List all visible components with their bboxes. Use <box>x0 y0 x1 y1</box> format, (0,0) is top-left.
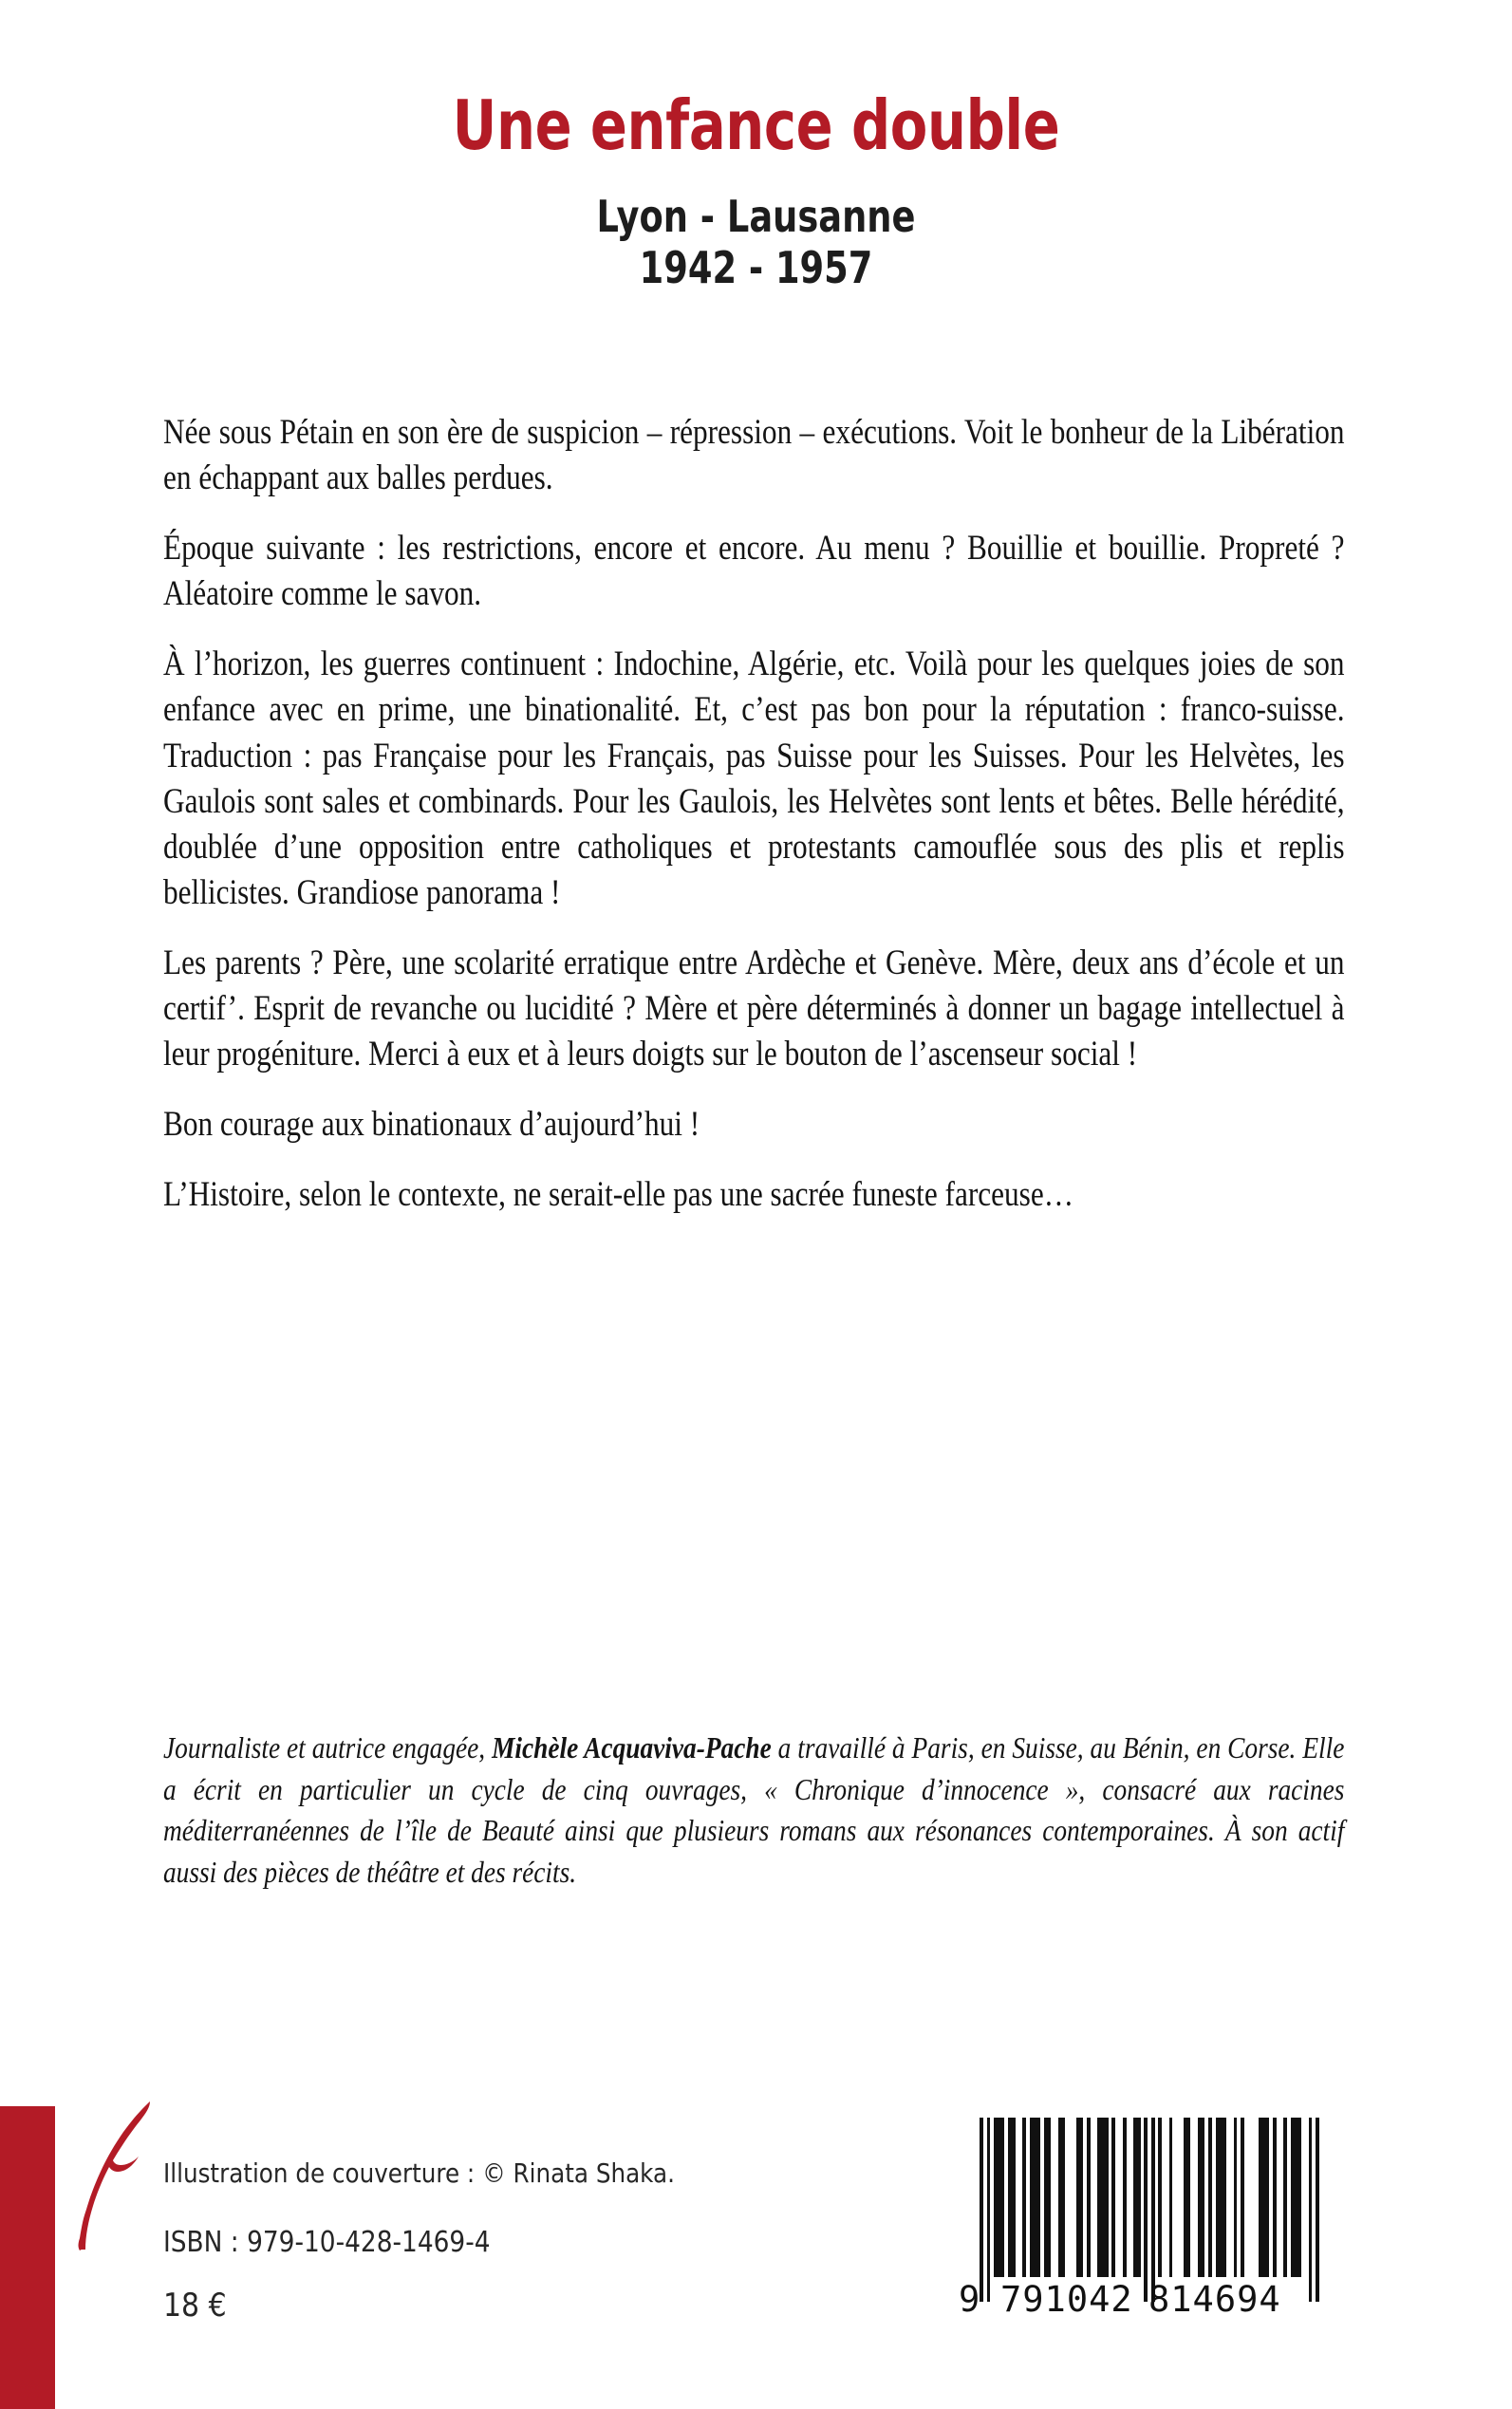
barcode-bar <box>994 2118 1004 2277</box>
blurb-paragraph: Époque suivante : les restrictions, encore et encore. Au menu ? Bouillie et bouillie. Propreté ? Aléatoire comme le savon. <box>163 529 1345 614</box>
barcode-bar <box>1316 2118 1319 2302</box>
brand-red-bar <box>0 2106 55 2409</box>
subtitle-years: 1942 - 1957 <box>639 241 873 293</box>
barcode-bar <box>1076 2118 1084 2277</box>
blurb-text <box>163 410 1345 1218</box>
barcode-bar <box>1208 2118 1212 2277</box>
price-text: 18 € <box>163 2287 227 2325</box>
barcode-bar <box>1044 2118 1052 2277</box>
bio-lead-text: Journaliste et autrice engagée, <box>163 1730 493 1765</box>
bio-rest-text: a travaillé à Paris, en Suisse, au Bénin, en Corse. Elle a écrit en particulier un cycle de cinq ouvrages, « Chronique d’innocence », consacré aux racines méditerranéennes de l’île de Beauté ainsi que plusieurs romans aux résonances contemporaines. À son actif aussi des pièces de théâtre et des récits. <box>163 1730 1345 1889</box>
footer-meta <box>163 2157 744 2325</box>
blurb-paragraph: Les parents ? Père, une scolarité erratique entre Ardèche et Genève. Mère, deux ans d’école et un certif’. Esprit de revanche ou lucidité ? Mère et père déterminés à donner un bagage intellectuel à leur progéniture. Merci à eux et à leurs doigts sur le bouton de l’ascenseur social ! <box>163 943 1345 1074</box>
barcode-bar <box>1198 2118 1205 2277</box>
barcode-bar <box>1008 2118 1016 2277</box>
barcode-bar <box>1283 2118 1287 2277</box>
ean13-barcode <box>959 2118 1338 2364</box>
feather-quill-icon <box>66 2096 158 2257</box>
barcode-bar <box>1216 2118 1226 2277</box>
isbn-text: ISBN : 979-10-428-1469-4 <box>163 2226 491 2259</box>
barcode-bar <box>1111 2118 1115 2277</box>
subtitle-places: Lyon - Lausanne <box>596 191 916 242</box>
blurb-paragraph: L’Histoire, selon le contexte, ne serait-elle pas une sacrée funeste farceuse… <box>163 1175 1073 1215</box>
barcode-bar <box>1133 2118 1141 2277</box>
barcode-bar <box>1291 2118 1301 2277</box>
barcode-bar <box>1234 2118 1238 2277</box>
blurb-paragraph: Bon courage aux binationaux d’aujourd’hui ! <box>163 1105 700 1145</box>
barcode-bar <box>1273 2118 1277 2277</box>
barcode-digit-group-left: 9 <box>959 2279 981 2320</box>
barcode-bar <box>1123 2118 1127 2277</box>
barcode-bar <box>1259 2118 1269 2277</box>
barcode-bar <box>980 2118 983 2302</box>
barcode-digit-group-mid: 791042 <box>1000 2279 1133 2320</box>
blurb-paragraph: À l’horizon, les guerres continuent : Indochine, Algérie, etc. Voilà pour les quelques joies de son enfance avec en prime, une binationalité. Et, c’est pas bon pour la réputation : franco-suisse. Traduction : pas Française pour les Français, pas Suisse pour les Suisses. Pour les Helvètes, les Gaulois sont sales et combinards. Pour les Gaulois, les Helvètes sont lents et bêtes. Belle hérédité, doublée d’une opposition entre catholiques et protestants camouflée sous des plis et replis bellicistes. Grandiose panorama ! <box>163 644 1345 912</box>
blurb-paragraph: Née sous Pétain en son ère de suspicion – répression – exécutions. Voit le bonheur de la Libération en échappant aux balles perdues. <box>163 413 1345 498</box>
barcode-bar <box>1144 2118 1148 2302</box>
barcode-digit-group-right: 814694 <box>1148 2279 1281 2320</box>
author-bio-paragraph <box>163 1727 1344 1893</box>
barcode-bar <box>1097 2118 1108 2277</box>
author-name: Michèle Acquaviva-Pache <box>492 1730 772 1765</box>
barcode-bar <box>1087 2118 1091 2277</box>
barcode-bar <box>1151 2118 1155 2302</box>
subtitle-block <box>0 192 1512 294</box>
barcode-bar <box>1241 2118 1244 2277</box>
barcode-bar <box>1169 2118 1173 2277</box>
barcode-bar <box>1184 2118 1191 2277</box>
barcode-bar <box>1030 2118 1040 2277</box>
barcode-bars <box>980 2118 1319 2277</box>
author-bio <box>163 1727 1345 1893</box>
barcode-bar <box>1158 2118 1162 2277</box>
barcode-bar <box>987 2118 991 2302</box>
cover-illustration-credit: Illustration de couverture : © Rinata Shaka. <box>163 2157 675 2189</box>
title-block <box>0 85 1512 294</box>
barcode-bar <box>1022 2118 1026 2277</box>
barcode-bar <box>1058 2118 1066 2277</box>
barcode-bar <box>1309 2118 1313 2302</box>
page-title: Une enfance double <box>452 85 1060 165</box>
barcode-digits <box>959 2277 1338 2319</box>
